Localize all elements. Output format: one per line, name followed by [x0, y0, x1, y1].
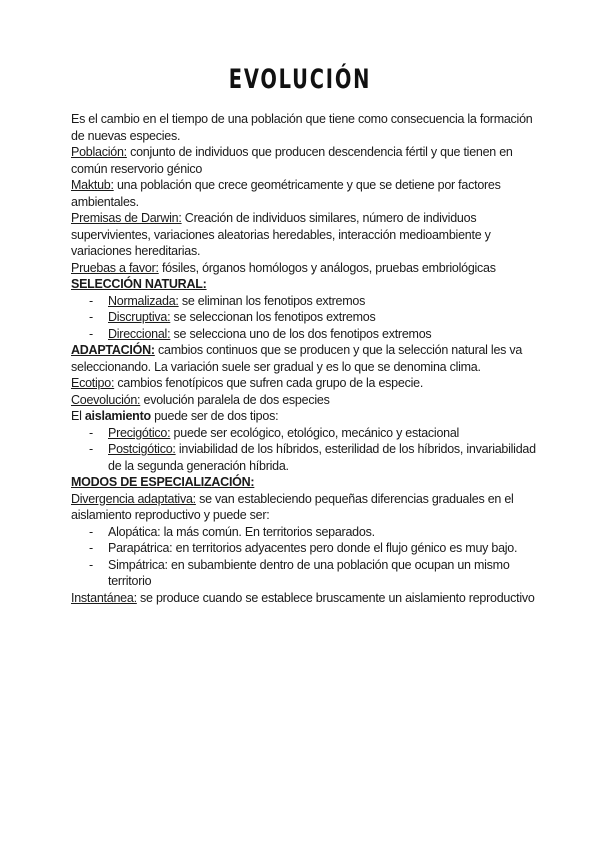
- term: Divergencia adaptativa:: [71, 491, 196, 506]
- divergencia-paragraph: [71, 491, 541, 524]
- definition-text: Creación de individuos similares, número de individuos supervivientes, variaciones aleatorias heredables, interacción medioambiente y variaciones hereditarias.: [71, 211, 491, 258]
- list-item: [71, 326, 541, 343]
- text-post: puede ser de dos tipos:: [150, 409, 279, 423]
- instantanea-paragraph: [71, 590, 541, 607]
- term: Discruptiva:: [108, 310, 171, 324]
- definition-text: conjunto de individuos que producen descendencia fértil y que tienen en común reservorio génico: [71, 145, 513, 176]
- term: Ecotipo:: [71, 376, 115, 390]
- list-item: [71, 524, 541, 541]
- dash-bullet-icon: -: [89, 326, 93, 341]
- definition-text: una población que crece geométricamente y que se detiene por factores ambientales.: [71, 178, 501, 209]
- dash-bullet-icon: -: [89, 425, 93, 440]
- item-text: Parapátrica: en territorios adyacentes pero donde el flujo génico es muy bajo.: [108, 541, 518, 555]
- dash-bullet-icon: -: [89, 557, 93, 572]
- paragraph-text: se produce cuando se establece bruscamente un aislamiento reproductivo: [136, 590, 535, 605]
- heading-seleccion-natural: SELECCIÓN NATURAL:: [71, 277, 207, 291]
- dash-bullet-icon: -: [89, 293, 93, 308]
- list-item: [71, 557, 541, 590]
- paragraph-text: evolución paralela de dos especies: [140, 392, 330, 407]
- definition-maktub: [71, 177, 541, 210]
- item-text: Simpátrica: en subambiente dentro de una población que ocupan un mismo territorio: [108, 557, 510, 588]
- definition-pruebas: [71, 260, 541, 277]
- aislamiento-list: [71, 425, 541, 475]
- term: Normalizada:: [108, 293, 179, 308]
- seleccion-list: [71, 293, 541, 343]
- term: Instantánea:: [71, 590, 137, 605]
- item-text: puede ser ecológico, etológico, mecánico y estacional: [170, 425, 460, 440]
- adaptacion-paragraph: [71, 342, 541, 375]
- term: Premisas de Darwin:: [71, 211, 182, 225]
- list-item: [71, 441, 541, 474]
- page-title: EVOLUCIÓN: [228, 64, 372, 95]
- term: Direccional:: [108, 326, 171, 341]
- term: Coevolución:: [71, 392, 141, 407]
- list-item: [71, 309, 541, 326]
- aislamiento-paragraph: [71, 408, 541, 425]
- definition-text: fósiles, órganos homólogos y análogos, pruebas embriológicas: [158, 260, 496, 275]
- paragraph-text: cambios fenotípicos que sufren cada grupo de la especie.: [114, 376, 424, 390]
- item-text: se eliminan los fenotipos extremos: [178, 293, 366, 308]
- term: Población:: [71, 145, 127, 159]
- intro-paragraph: Es el cambio en el tiempo de una población que tiene como consecuencia la formación de nuevas especies.: [71, 112, 533, 143]
- coevolucion-paragraph: [71, 392, 541, 409]
- heading-modos-especializacion: MODOS DE ESPECIALIZACIÓN:: [71, 475, 255, 489]
- term: Pruebas a favor:: [71, 260, 159, 275]
- dash-bullet-icon: -: [89, 541, 93, 555]
- text-pre: El: [71, 409, 85, 423]
- item-text: se seleccionan los fenotipos extremos: [170, 310, 376, 324]
- term: Maktub:: [71, 178, 114, 192]
- definition-premisas-darwin: [71, 210, 541, 260]
- item-text: inviabilidad de los híbridos, esterilidad de los híbridos, invariabilidad de la segunda generación híbrida.: [108, 442, 536, 473]
- document-body: [71, 111, 541, 606]
- term: Precigótico:: [108, 425, 171, 440]
- ecotipo-paragraph: [71, 375, 541, 392]
- term: aislamiento: [84, 409, 151, 423]
- paragraph-text: se van estableciendo pequeñas diferencias graduales en el aislamiento reproductivo y puede ser:: [71, 491, 514, 522]
- paragraph-text: cambios continuos que se producen y que la selección natural les va seleccionando. La variación suele ser gradual y es lo que se denomina clima.: [71, 343, 523, 374]
- item-text: Alopática: la más común. En territorios separados.: [108, 524, 375, 539]
- term: ADAPTACIÓN:: [71, 343, 155, 357]
- definition-poblacion: [71, 144, 541, 177]
- term: Postcigótico:: [108, 442, 176, 456]
- list-item: [71, 425, 541, 442]
- list-item: [71, 540, 541, 557]
- item-text: se selecciona uno de los dos fenotipos extremos: [170, 326, 432, 341]
- dash-bullet-icon: -: [89, 524, 93, 539]
- dash-bullet-icon: -: [89, 442, 93, 456]
- modos-list: [71, 524, 541, 590]
- list-item: [71, 293, 541, 310]
- dash-bullet-icon: -: [89, 310, 93, 324]
